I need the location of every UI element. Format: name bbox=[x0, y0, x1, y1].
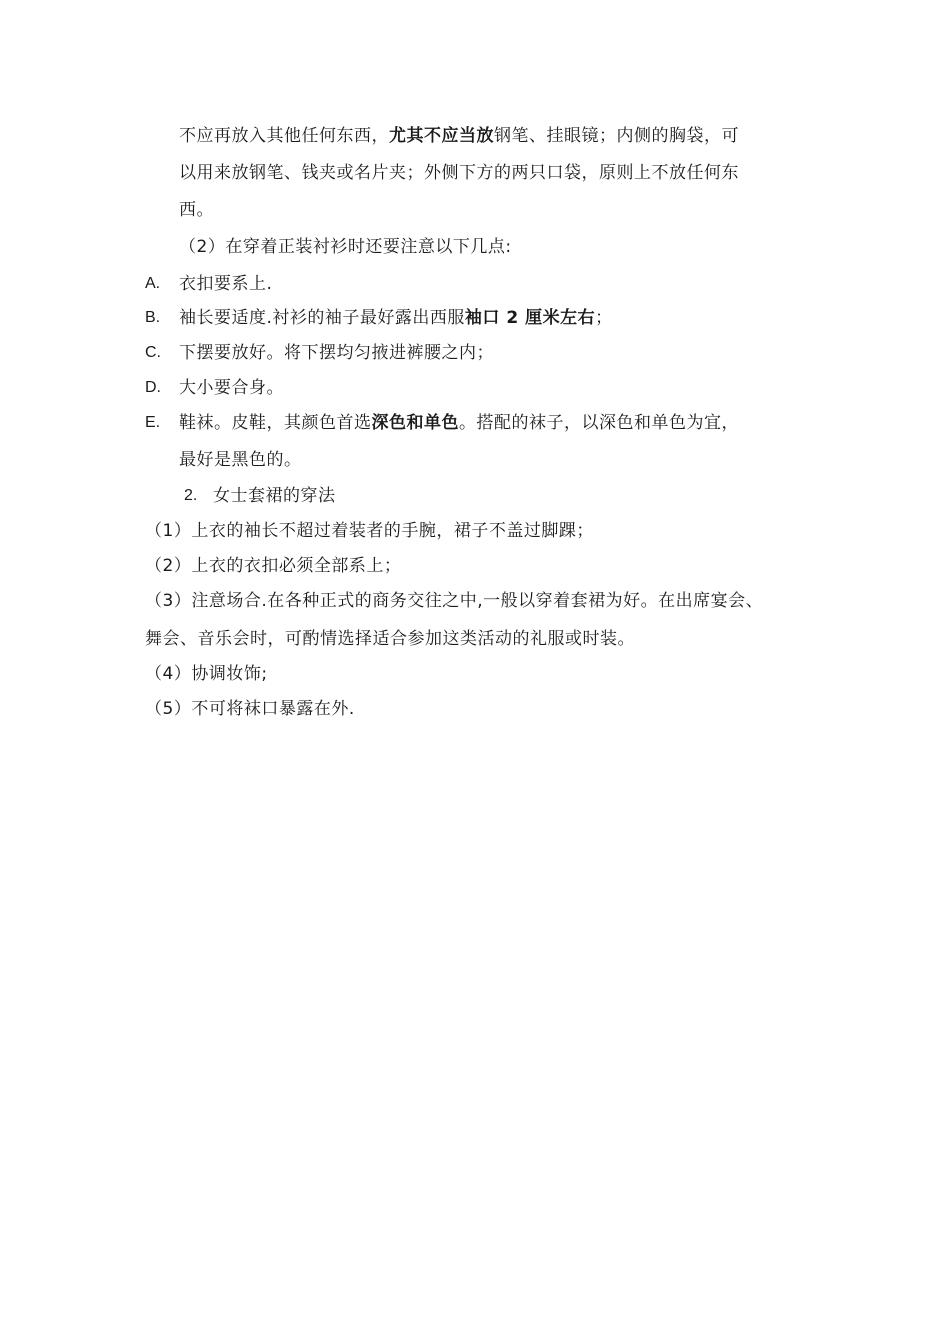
text-run: ； bbox=[595, 308, 613, 328]
list-item-text bbox=[179, 411, 739, 435]
skirt-point: （2）上衣的衣扣必须全部系上； bbox=[145, 556, 402, 576]
text-run: 鞋袜。皮鞋，其颜色首选 bbox=[179, 413, 372, 433]
text-run: 不应再放入其他任何东西， bbox=[179, 126, 389, 146]
skirt-point: （4）协调妆饰; bbox=[145, 664, 268, 684]
section-title: 女士套裙的穿法 bbox=[213, 486, 336, 506]
paragraph-line: 以用来放钢笔、钱夹或名片夹；外侧下方的两只口袋，原则上不放任何东 bbox=[179, 163, 739, 183]
skirt-point: （5）不可将袜口暴露在外. bbox=[145, 699, 355, 719]
paragraph-line: 西。 bbox=[179, 200, 214, 220]
list-marker: C. bbox=[145, 344, 161, 361]
list-marker: A. bbox=[145, 275, 161, 292]
bold-text-run: 尤其不应当放 bbox=[389, 126, 494, 146]
list-item-text: 下摆要放好。将下摆均匀掖进裤腰之内； bbox=[179, 343, 494, 363]
text-run: 钢笔、挂眼镜；内侧的胸袋，可 bbox=[494, 126, 739, 146]
list-item-text: 衣扣要系上. bbox=[179, 274, 273, 294]
text-run: 袖长要适度.衬衫的袖子最好露出西服 bbox=[179, 308, 465, 328]
paragraph-line bbox=[179, 124, 739, 148]
list-item-text: 大小要合身。 bbox=[179, 378, 284, 398]
bold-text-run: 深色和单色 bbox=[371, 413, 459, 433]
skirt-point-continuation: 舞会、音乐会时，可酌情选择适合参加这类活动的礼服或时装。 bbox=[145, 629, 635, 649]
bold-text-run: 袖口 2 厘米左右 bbox=[464, 308, 596, 328]
list-marker: E. bbox=[145, 414, 161, 431]
section-number: 2. bbox=[184, 487, 198, 504]
list-marker: D. bbox=[145, 379, 161, 396]
list-marker: B. bbox=[145, 309, 161, 326]
list-item-text bbox=[179, 306, 613, 330]
text-run: 。搭配的袜子，以深色和单色为宜， bbox=[459, 413, 739, 433]
skirt-point: （1）上衣的袖长不超过着装者的手腕，裙子不盖过脚踝； bbox=[145, 521, 594, 541]
shirt-heading: （2）在穿着正装衬衫时还要注意以下几点: bbox=[179, 237, 512, 257]
list-item-continuation: 最好是黑色的。 bbox=[179, 450, 302, 470]
skirt-point: （3）注意场合.在各种正式的商务交往之中,一般以穿着套裙为好。在出席宴会、 bbox=[145, 591, 764, 611]
